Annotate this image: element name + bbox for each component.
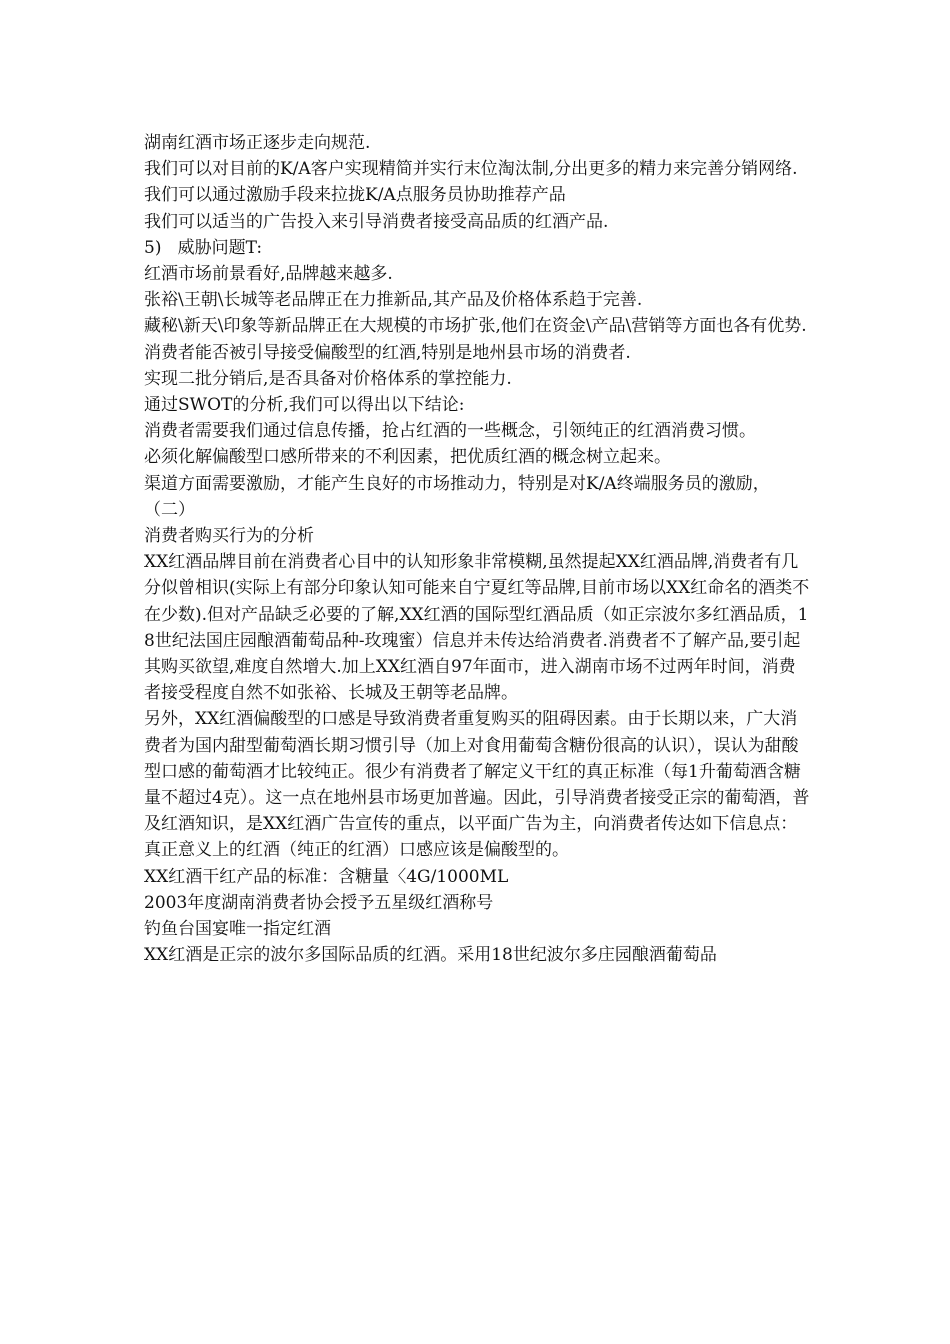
paragraph-market-regulation: 湖南红酒市场正逐步走向规范.: [144, 133, 371, 153]
paragraph-sugar-standard: XX红酒干红产品的标准：含糖量〈4G/1000ML: [144, 866, 509, 887]
paragraph-consumer-acceptance: 消费者能否被引导接受偏酸型的红酒,特别是地州县市场的消费者.: [144, 342, 631, 363]
paragraph-ka-clients: 我们可以对目前的K/A客户实现精简并实行末位淘汰制,分出更多的精力来完善分销网络.: [144, 159, 798, 180]
heading-threats: 5) 威胁问题T:: [144, 237, 263, 258]
paragraph-brand-perception: XX红酒品牌目前在消费者心目中的认知形象非常模糊,虽然提起XX红酒品牌,消费者有几分似曾相识(实际上有部分印象认知可能来自宁夏红等品牌,目前市场以XX红命名的酒类不在少数).但对产品缺乏必要的了解,XX红酒的国际型红酒品质（如正宗波尔多红酒品质，18世纪法国庄园酿酒葡萄品种-玫瑰蜜）信息并未传达给消费者.消费者不了解产品,要引起其购买欲望,难度自然增大.加上XX红酒自97年面市，进入湖南市场不过两年时间，消费者接受程度自然不如张裕、长城及王朝等老品牌。: [144, 552, 810, 704]
paragraph-old-brands: 张裕\王朝\长城等老品牌正在力推新品,其产品及价格体系趋于完善.: [144, 290, 643, 311]
paragraph-sour-taste-barrier: 另外，XX红酒偏酸型的口感是导致消费者重复购买的阻碍因素。由于长期以来，广大消费者为国内甜型葡萄酒长期习惯引导（加上对食用葡萄含糖份很高的认识），误认为甜酸型口感的葡萄酒才比较纯正。很少有消费者了解定义干红的真正标准（每1升葡萄酒含糖量不超过4克）。这一点在地州县市场更加普遍。因此，引导消费者接受正宗的葡萄酒，普及红酒知识，是XX红酒广告宣传的重点，以平面广告为主，向消费者传达如下信息点：: [144, 709, 810, 835]
paragraph-incentive-staff: 我们可以通过激励手段来拉拢K/A点服务员协助推荐产品: [144, 185, 566, 206]
paragraph-advertising: 我们可以适当的广告投入来引导消费者接受高品质的红酒产品.: [144, 211, 609, 232]
paragraph-swot-conclusion: 通过SWOT的分析,我们可以得出以下结论:: [144, 395, 465, 416]
paragraph-price-control: 实现二批分销后,是否具备对价格体系的掌控能力.: [144, 368, 512, 389]
heading-section-two: （二）: [144, 499, 195, 520]
paragraph-bordeaux-quality: XX红酒是正宗的波尔多国际品质的红酒。采用18世纪波尔多庄园酿酒葡萄品: [144, 945, 717, 966]
paragraph-five-star-award: 2003年度湖南消费者协会授予五星级红酒称号: [144, 892, 494, 913]
heading-consumer-behavior: 消费者购买行为的分析: [144, 526, 314, 547]
document-body: [144, 130, 812, 969]
paragraph-new-brands: 藏秘\新天\印象等新品牌正在大规模的市场扩张,他们在资金\产品\营销等方面也各有优势.: [144, 316, 807, 337]
paragraph-state-banquet: 钓鱼台国宴唯一指定红酒: [144, 919, 331, 940]
paragraph-information-spread: 消费者需要我们通过信息传播，抢占红酒的一些概念，引领纯正的红酒消费习惯。: [144, 421, 756, 442]
paragraph-channel-incentive: 渠道方面需要激励，才能产生良好的市场推动力，特别是对K/A终端服务员的激励，: [144, 473, 770, 494]
paragraph-true-red-wine: 真正意义上的红酒（纯正的红酒）口感应该是偏酸型的。: [144, 840, 569, 861]
paragraph-resolve-sour-taste: 必须化解偏酸型口感所带来的不利因素，把优质红酒的概念树立起来。: [144, 447, 671, 468]
paragraph-brands-growing: 红酒市场前景看好,品牌越来越多.: [144, 264, 393, 285]
